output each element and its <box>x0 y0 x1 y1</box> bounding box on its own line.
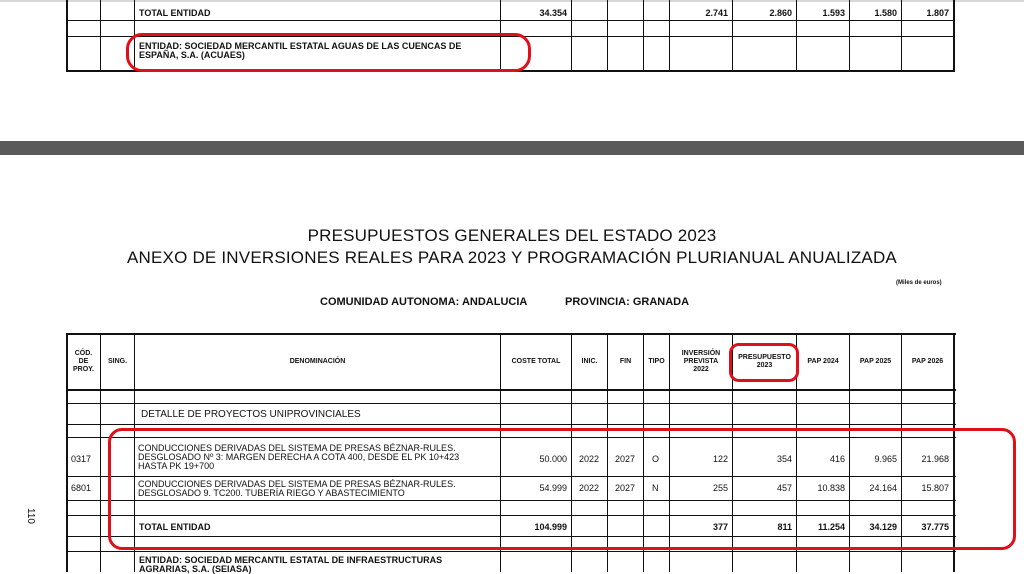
pap-2026: 21.968 <box>921 454 949 464</box>
col-header-inversion-line: INVERSIÓN <box>681 350 721 357</box>
col-header-pap2025: PAP 2025 <box>859 358 892 365</box>
rule <box>643 0 644 72</box>
total-label: TOTAL ENTIDAD <box>139 8 211 18</box>
total-pap2024: 11.254 <box>817 522 845 532</box>
pap-2026: 15.807 <box>921 483 949 493</box>
presupuesto-2023: 354 <box>776 454 792 464</box>
col-header-tipo: TIPO <box>648 358 665 365</box>
rule <box>66 403 956 404</box>
total-pap2025: 34.129 <box>869 522 897 532</box>
total-pap24: 1.593 <box>822 8 845 18</box>
year-end: 2027 <box>615 483 636 493</box>
col-header-cod-line: CÓD. <box>74 350 93 357</box>
rule <box>100 333 101 572</box>
rule <box>66 551 956 552</box>
entity-name-cont: ESPAÑA, S.A. (ACUAES) <box>139 50 245 60</box>
coste-total: 54.999 <box>539 483 567 493</box>
section-label: DETALLE DE PROYECTOS UNIPROVINCIALES <box>141 409 361 420</box>
pap-2025: 24.164 <box>869 483 897 493</box>
project-description: DESGLOSADO 9. TC200. TUBERÍA RIEGO Y ABASTECIMIENTO <box>138 488 405 498</box>
provincia-label: PROVINCIA: GRANADA <box>565 296 690 308</box>
coste-total: 50.000 <box>539 454 567 464</box>
tipo: N <box>652 483 659 493</box>
col-header-cod <box>67 350 100 374</box>
inversion-2022: 255 <box>712 483 728 493</box>
highlight-entity <box>126 33 531 72</box>
pap-2024: 10.838 <box>817 483 845 493</box>
total-coste: 104.999 <box>534 522 567 532</box>
col-header-presupuesto-line: PRESUPUESTO <box>738 354 791 361</box>
col-header-coste: COSTE TOTAL <box>511 358 561 365</box>
pap-2025: 9.965 <box>874 454 897 464</box>
total-inversion: 377 <box>712 522 728 532</box>
rule <box>732 0 733 72</box>
presupuesto-2023: 457 <box>776 483 792 493</box>
rule <box>669 0 670 72</box>
rule <box>607 0 608 72</box>
total-presupuesto: 811 <box>777 522 792 532</box>
rule <box>849 0 850 72</box>
col-header-sing: SING. <box>107 358 128 365</box>
project-description: CONDUCCIONES DERIVADAS DEL SISTEMA DE PRESAS BÉZNAR-RULES. <box>138 479 456 489</box>
year-end: 2027 <box>615 454 636 464</box>
page-subtitle: ANEXO DE INVERSIONES REALES PARA 2023 Y PROGRAMACIÓN PLURIANUAL ANUALIZADA <box>127 248 897 267</box>
top-edge <box>0 0 1024 2</box>
total-inv: 2.741 <box>705 8 728 18</box>
col-header-cod-line: DE <box>78 358 89 365</box>
col-header-inversion <box>670 350 732 374</box>
entity-name: ENTIDAD: SOCIEDAD MERCANTIL ESTATAL AGUAS DE LAS CUENCAS DE <box>139 41 462 51</box>
total-pres: 2.860 <box>769 8 792 18</box>
rule <box>66 20 955 21</box>
next-entity-name-cont: AGRARIAS, S.A. (SEIASA) <box>139 564 252 574</box>
col-header-inversion-line: PREVISTA <box>683 358 719 365</box>
page-separator <box>0 141 1024 155</box>
year-start: 2022 <box>579 454 600 464</box>
rule <box>66 424 956 425</box>
project-code: 0317 <box>71 454 92 464</box>
rule <box>571 0 572 72</box>
units-note: (Miles de euros) <box>896 280 942 286</box>
col-header-pap2024: PAP 2024 <box>807 358 839 365</box>
pap-2024: 416 <box>829 454 845 464</box>
col-header-presupuesto-line: 2023 <box>756 362 773 369</box>
next-entity-name: ENTIDAD: SOCIEDAD MERCANTIL ESTATAL DE INFRAESTRUCTURAS <box>139 555 443 565</box>
project-description: HASTA PK 19+700 <box>138 461 215 471</box>
rule <box>100 0 101 72</box>
tipo: O <box>652 454 660 464</box>
page-title: PRESUPUESTOS GENERALES DEL ESTADO 2023 <box>307 226 717 245</box>
project-code: 6801 <box>71 483 92 493</box>
inversion-2022: 122 <box>712 454 728 464</box>
col-header-denominacion: DENOMINACIÓN <box>289 358 346 365</box>
rule <box>901 0 902 72</box>
project-description: CONDUCCIONES DERIVADAS DEL SISTEMA DE PRESAS BÉZNAR-RULES. <box>138 443 456 453</box>
col-header-inversion-line: 2022 <box>693 366 709 373</box>
rule <box>66 0 68 72</box>
col-header-fin: FIN <box>619 358 632 365</box>
rule <box>66 333 956 335</box>
col-header-cod-line: PROY. <box>72 366 94 373</box>
col-header-pap2026: PAP 2026 <box>911 358 944 365</box>
rule <box>66 389 956 391</box>
highlight-presupuesto <box>729 343 799 382</box>
page-number: 110 <box>25 508 36 524</box>
highlight-projects <box>108 428 1016 550</box>
rule <box>953 0 955 72</box>
total-pap2026: 37.775 <box>921 522 949 532</box>
comunidad-label: COMUNIDAD AUTONOMA: ANDALUCIA <box>320 296 528 308</box>
total-pap26: 1.807 <box>926 8 949 18</box>
rule <box>796 0 797 72</box>
col-header-inic: INIC. <box>581 358 598 365</box>
total-pap25: 1.580 <box>874 8 897 18</box>
total-label: TOTAL ENTIDAD <box>139 522 211 532</box>
total-coste: 34.354 <box>539 8 567 18</box>
project-description: DESGLOSADO Nº 3: MARGEN DERECHA A COTA 400, DESDE EL PK 10+423 <box>138 452 460 462</box>
year-start: 2022 <box>579 483 600 493</box>
